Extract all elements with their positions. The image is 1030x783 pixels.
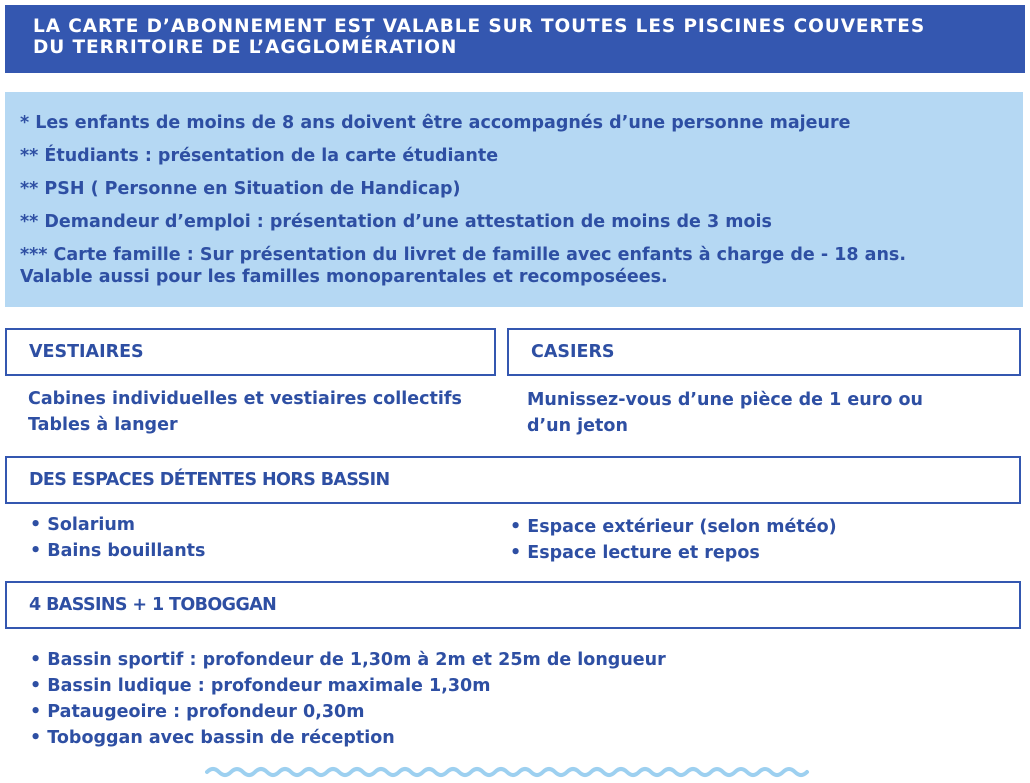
bassins-item: • Pataugeoire : profondeur 0,30m	[30, 702, 365, 722]
casiers-line: d’un jeton	[527, 416, 628, 436]
note-children: * Les enfants de moins de 8 ans doivent être accompagnés d’une personne majeure	[20, 113, 851, 133]
bassins-list	[30, 647, 666, 751]
casiers-line: Munissez-vous d’une pièce de 1 euro ou	[527, 390, 923, 410]
note-jobseeker: ** Demandeur d’emploi : présentation d’une attestation de moins de 3 mois	[20, 212, 772, 232]
vestiaires-item: Cabines individuelles et vestiaires collectifs	[28, 389, 462, 409]
detente-list-right	[510, 514, 837, 566]
detente-list-left	[30, 512, 205, 564]
banner-line-1: LA CARTE D’ABONNEMENT EST VALABLE SUR TOUTES LES PISCINES COUVERTES	[33, 16, 926, 37]
wave-decoration	[205, 764, 815, 780]
detente-title: DES ESPACES DÉTENTES HORS BASSIN	[29, 470, 390, 490]
bassins-heading	[5, 581, 1021, 629]
bassins-title: 4 BASSINS + 1 TOBOGGAN	[29, 595, 277, 615]
info-banner	[5, 5, 1025, 73]
note-students: ** Étudiants : présentation de la carte étudiante	[20, 146, 499, 166]
bassins-item: • Bassin ludique : profondeur maximale 1,30m	[30, 676, 491, 696]
vestiaires-title: VESTIAIRES	[29, 342, 144, 362]
casiers-text	[527, 387, 923, 439]
note-family: *** Carte famille : Sur présentation du livret de famille avec enfants à charge de - 18 ans.	[20, 245, 906, 265]
bassins-item: • Bassin sportif : profondeur de 1,30m à 2m et 25m de longueur	[30, 650, 666, 670]
notes-panel	[5, 92, 1023, 307]
vestiaires-item: Tables à langer	[28, 415, 178, 435]
bassins-item: • Toboggan avec bassin de réception	[30, 728, 395, 748]
casiers-heading	[507, 328, 1021, 376]
vestiaires-list	[28, 386, 462, 438]
detente-item: • Solarium	[30, 515, 136, 535]
note-psh: ** PSH ( Personne en Situation de Handicap)	[20, 179, 461, 199]
banner-line-2: DU TERRITOIRE DE L’AGGLOMÉRATION	[33, 37, 458, 58]
detente-item: • Espace extérieur (selon météo)	[510, 517, 837, 537]
casiers-title: CASIERS	[531, 342, 615, 362]
detente-item: • Bains bouillants	[30, 541, 206, 561]
vestiaires-heading	[5, 328, 496, 376]
note-family-extra: Valable aussi pour les familles monoparentales et recomposéees.	[20, 267, 668, 287]
detente-heading	[5, 456, 1021, 504]
detente-item: • Espace lecture et repos	[510, 543, 760, 563]
